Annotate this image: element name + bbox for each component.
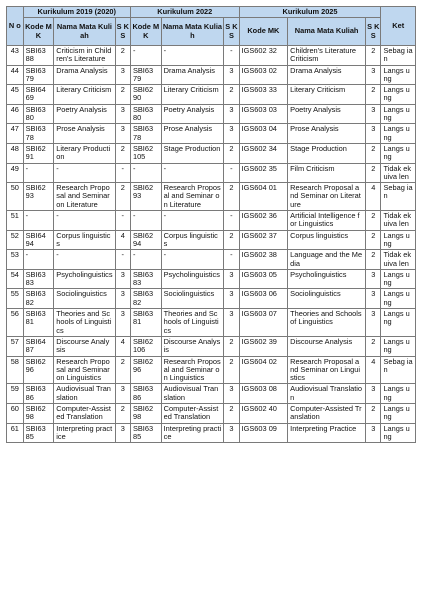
cell-nama-2022: Computer-Assisted Translation (161, 403, 224, 423)
cell-kode-2025: IGS602 32 (239, 46, 288, 66)
cell-sks-2022: 3 (224, 65, 239, 85)
cell-no: 50 (7, 183, 24, 211)
cell-ket: Langs ung (381, 85, 416, 105)
cell-no: 47 (7, 124, 24, 144)
cell-nama-2019: Audiovisual Translation (54, 384, 115, 404)
table-row (7, 309, 416, 337)
cell-ket: Tidak ekuiva len (381, 163, 416, 183)
cell-sks-2025: 3 (366, 269, 381, 289)
cell-nama-2025: Audiovisual Translation (288, 384, 366, 404)
cell-nama-2019: Psycholinguistics (54, 269, 115, 289)
cell-ket: Langs ung (381, 230, 416, 250)
cell-nama-2022: Drama Analysis (161, 65, 224, 85)
header-no: N o (7, 7, 24, 46)
cell-ket: Langs ung (381, 143, 416, 163)
cell-nama-2019: Theories and Schools of Linguistics (54, 309, 115, 337)
cell-no: 54 (7, 269, 24, 289)
cell-kode-2022: SBI63 80 (130, 104, 161, 124)
cell-nama-2019: Poetry Analysis (54, 104, 115, 124)
cell-no: 56 (7, 309, 24, 337)
cell-ket: Langs ung (381, 384, 416, 404)
table-row (7, 211, 416, 231)
cell-kode-2019: - (23, 163, 54, 183)
cell-sks-2022: 3 (224, 309, 239, 337)
cell-ket: Tidak ekuiva len (381, 250, 416, 270)
cell-sks-2019: 4 (115, 230, 130, 250)
table-row (7, 384, 416, 404)
cell-kode-2022: - (130, 163, 161, 183)
cell-nama-2022: - (161, 46, 224, 66)
header-kode-2019: Kode MK (23, 18, 54, 46)
cell-kode-2025: IGS603 05 (239, 269, 288, 289)
cell-sks-2019: 3 (115, 384, 130, 404)
cell-nama-2025: Theories and Schools of Linguistics (288, 309, 366, 337)
cell-ket: Langs ung (381, 309, 416, 337)
curriculum-table (6, 6, 416, 443)
cell-sks-2025: 2 (366, 46, 381, 66)
cell-kode-2022: SBI63 86 (130, 384, 161, 404)
cell-kode-2019: SBI64 87 (23, 336, 54, 356)
cell-ket: Langs ung (381, 289, 416, 309)
cell-nama-2025: Drama Analysis (288, 65, 366, 85)
cell-nama-2022: - (161, 163, 224, 183)
table-row (7, 289, 416, 309)
cell-sks-2022: 3 (224, 269, 239, 289)
cell-kode-2025: IGS603 07 (239, 309, 288, 337)
header-kurikulum-2025: Kurikulum 2025 (239, 7, 381, 18)
cell-nama-2019: - (54, 250, 115, 270)
cell-no: 55 (7, 289, 24, 309)
cell-kode-2019: SBI63 78 (23, 124, 54, 144)
cell-no: 59 (7, 384, 24, 404)
cell-nama-2022: - (161, 250, 224, 270)
cell-kode-2022: SBI63 81 (130, 309, 161, 337)
cell-kode-2022: SBI63 78 (130, 124, 161, 144)
cell-ket: Langs ung (381, 124, 416, 144)
cell-nama-2025: Prose Analysis (288, 124, 366, 144)
cell-nama-2022: Interpreting practice (161, 423, 224, 443)
cell-nama-2022: Psycholinguistics (161, 269, 224, 289)
cell-kode-2019: SBI63 83 (23, 269, 54, 289)
cell-sks-2025: 4 (366, 183, 381, 211)
table-row (7, 143, 416, 163)
cell-nama-2022: Stage Production (161, 143, 224, 163)
cell-kode-2022: SBI62 96 (130, 356, 161, 384)
cell-sks-2019: - (115, 250, 130, 270)
cell-sks-2019: 3 (115, 65, 130, 85)
cell-kode-2022: SBI62 90 (130, 85, 161, 105)
cell-sks-2025: 2 (366, 250, 381, 270)
cell-ket: Langs ung (381, 403, 416, 423)
cell-kode-2022: SBI62 93 (130, 183, 161, 211)
cell-kode-2022: - (130, 250, 161, 270)
cell-nama-2019: Literary Production (54, 143, 115, 163)
table-row (7, 336, 416, 356)
table-body (7, 46, 416, 443)
cell-no: 52 (7, 230, 24, 250)
cell-kode-2019: SBI63 82 (23, 289, 54, 309)
cell-sks-2025: 2 (366, 230, 381, 250)
cell-sks-2022: 2 (224, 183, 239, 211)
cell-ket: Tidak ekuiva len (381, 211, 416, 231)
cell-nama-2025: Computer-Assisted Translation (288, 403, 366, 423)
cell-kode-2022: SBI63 82 (130, 289, 161, 309)
cell-sks-2025: 3 (366, 124, 381, 144)
cell-sks-2025: 3 (366, 309, 381, 337)
cell-nama-2022: Research Proposal and Seminar on Literature (161, 183, 224, 211)
cell-kode-2025: IGS602 37 (239, 230, 288, 250)
cell-kode-2022: SBI63 85 (130, 423, 161, 443)
cell-sks-2022: 2 (224, 403, 239, 423)
cell-sks-2025: 3 (366, 423, 381, 443)
cell-sks-2022: 3 (224, 423, 239, 443)
cell-nama-2025: Psycholinguistics (288, 269, 366, 289)
cell-kode-2025: IGS603 06 (239, 289, 288, 309)
cell-no: 61 (7, 423, 24, 443)
cell-nama-2025: Sociolinguistics (288, 289, 366, 309)
cell-kode-2025: IGS602 38 (239, 250, 288, 270)
cell-ket: Langs ung (381, 423, 416, 443)
cell-kode-2019: - (23, 211, 54, 231)
cell-nama-2019: Literary Criticism (54, 85, 115, 105)
cell-nama-2022: Theories and Schools of Linguistics (161, 309, 224, 337)
cell-kode-2019: SBI63 79 (23, 65, 54, 85)
cell-kode-2025: IGS603 04 (239, 124, 288, 144)
header-ket: Ket (381, 7, 416, 46)
table-row (7, 356, 416, 384)
header-sks-2019: S K S (115, 18, 130, 46)
cell-no: 49 (7, 163, 24, 183)
cell-nama-2025: Children's Literature Criticism (288, 46, 366, 66)
cell-ket: Langs ung (381, 65, 416, 85)
cell-nama-2025: Corpus linguistics (288, 230, 366, 250)
cell-nama-2025: Research Proposal and Seminar on Linguistics (288, 356, 366, 384)
cell-kode-2022: SBI62 98 (130, 403, 161, 423)
cell-no: 58 (7, 356, 24, 384)
cell-kode-2025: IGS602 39 (239, 336, 288, 356)
header-nama-2019: Nama Mata Kuliah (54, 18, 115, 46)
cell-nama-2019: Discourse Analysis (54, 336, 115, 356)
table-row (7, 46, 416, 66)
cell-kode-2025: IGS603 33 (239, 85, 288, 105)
cell-kode-2022: SBI62 105 (130, 143, 161, 163)
cell-sks-2019: 4 (115, 336, 130, 356)
cell-kode-2019: SBI64 94 (23, 230, 54, 250)
cell-sks-2022: - (224, 46, 239, 66)
cell-kode-2025: IGS603 02 (239, 65, 288, 85)
cell-nama-2019: Research Proposal and Seminar on Literature (54, 183, 115, 211)
header-kode-2025: Kode MK (239, 18, 288, 46)
cell-nama-2022: Research Proposal and Seminar on Linguistics (161, 356, 224, 384)
cell-ket: Sebag ian (381, 46, 416, 66)
cell-nama-2022: Corpus linguistics (161, 230, 224, 250)
cell-sks-2019: 2 (115, 403, 130, 423)
cell-kode-2022: - (130, 46, 161, 66)
cell-kode-2019: SBI63 81 (23, 309, 54, 337)
cell-sks-2019: 3 (115, 104, 130, 124)
cell-sks-2019: 2 (115, 183, 130, 211)
cell-ket: Langs ung (381, 269, 416, 289)
cell-nama-2022: Audiovisual Translation (161, 384, 224, 404)
table-row (7, 104, 416, 124)
cell-sks-2019: 2 (115, 356, 130, 384)
cell-ket: Sebag ian (381, 356, 416, 384)
table-row (7, 124, 416, 144)
cell-nama-2019: Research Proposal and Seminar on Linguistics (54, 356, 115, 384)
cell-sks-2025: 4 (366, 356, 381, 384)
cell-kode-2019: SBI63 80 (23, 104, 54, 124)
cell-kode-2022: SBI62 94 (130, 230, 161, 250)
cell-no: 44 (7, 65, 24, 85)
cell-sks-2019: 3 (115, 309, 130, 337)
cell-sks-2019: 2 (115, 46, 130, 66)
cell-sks-2025: 3 (366, 104, 381, 124)
cell-nama-2025: Discourse Analysis (288, 336, 366, 356)
cell-kode-2019: SBI63 88 (23, 46, 54, 66)
cell-nama-2022: Discourse Analysis (161, 336, 224, 356)
cell-kode-2025: IGS602 34 (239, 143, 288, 163)
cell-nama-2022: Prose Analysis (161, 124, 224, 144)
cell-nama-2025: Film Criticism (288, 163, 366, 183)
cell-kode-2025: IGS602 36 (239, 211, 288, 231)
cell-nama-2022: - (161, 211, 224, 231)
cell-no: 57 (7, 336, 24, 356)
cell-kode-2025: IGS603 08 (239, 384, 288, 404)
cell-kode-2019: SBI62 93 (23, 183, 54, 211)
cell-nama-2019: Computer-Assisted Translation (54, 403, 115, 423)
cell-nama-2025: Poetry Analysis (288, 104, 366, 124)
cell-nama-2025: Artificial Intelligence for Linguistics (288, 211, 366, 231)
cell-sks-2022: 2 (224, 143, 239, 163)
cell-sks-2022: 3 (224, 124, 239, 144)
cell-nama-2025: Language and the Media (288, 250, 366, 270)
cell-sks-2022: 3 (224, 104, 239, 124)
cell-nama-2025: Research Proposal and Seminar on Literature (288, 183, 366, 211)
header-sks-2025: S K S (366, 18, 381, 46)
cell-sks-2025: 2 (366, 211, 381, 231)
cell-nama-2019: Criticism in Children's Literature (54, 46, 115, 66)
cell-kode-2025: IGS602 40 (239, 403, 288, 423)
table-row (7, 403, 416, 423)
curriculum-equivalence-page (6, 6, 416, 443)
cell-no: 60 (7, 403, 24, 423)
cell-sks-2019: 3 (115, 269, 130, 289)
header-kode-2022: Kode MK (130, 18, 161, 46)
cell-sks-2019: 3 (115, 124, 130, 144)
cell-kode-2022: SBI63 83 (130, 269, 161, 289)
cell-sks-2019: - (115, 163, 130, 183)
cell-kode-2019: SBI62 96 (23, 356, 54, 384)
cell-nama-2019: - (54, 211, 115, 231)
cell-kode-2025: IGS604 02 (239, 356, 288, 384)
cell-sks-2025: 2 (366, 163, 381, 183)
cell-nama-2019: Interpreting practice (54, 423, 115, 443)
cell-sks-2022: - (224, 211, 239, 231)
cell-kode-2019: - (23, 250, 54, 270)
cell-kode-2019: SBI62 98 (23, 403, 54, 423)
cell-sks-2019: 2 (115, 85, 130, 105)
cell-nama-2019: Corpus linguistics (54, 230, 115, 250)
cell-nama-2022: Sociolinguistics (161, 289, 224, 309)
cell-sks-2019: 3 (115, 289, 130, 309)
cell-sks-2022: 2 (224, 356, 239, 384)
header-nama-2022: Nama Mata Kuliah (161, 18, 224, 46)
cell-sks-2019: 3 (115, 423, 130, 443)
header-sks-2022: S K S (224, 18, 239, 46)
cell-no: 53 (7, 250, 24, 270)
cell-kode-2025: IGS602 35 (239, 163, 288, 183)
cell-kode-2022: - (130, 211, 161, 231)
cell-sks-2025: 2 (366, 143, 381, 163)
cell-sks-2022: 3 (224, 289, 239, 309)
cell-no: 46 (7, 104, 24, 124)
table-row (7, 250, 416, 270)
cell-nama-2022: Literary Criticism (161, 85, 224, 105)
cell-no: 51 (7, 211, 24, 231)
cell-sks-2022: 2 (224, 336, 239, 356)
cell-kode-2019: SBI64 69 (23, 85, 54, 105)
table-row (7, 423, 416, 443)
cell-sks-2025: 2 (366, 336, 381, 356)
cell-nama-2019: - (54, 163, 115, 183)
cell-nama-2019: Prose Analysis (54, 124, 115, 144)
cell-sks-2019: 2 (115, 143, 130, 163)
cell-kode-2019: SBI63 86 (23, 384, 54, 404)
cell-sks-2025: 2 (366, 403, 381, 423)
table-row (7, 85, 416, 105)
cell-kode-2022: SBI63 79 (130, 65, 161, 85)
cell-sks-2019: - (115, 211, 130, 231)
cell-nama-2019: Sociolinguistics (54, 289, 115, 309)
cell-nama-2022: Poetry Analysis (161, 104, 224, 124)
table-row (7, 65, 416, 85)
cell-no: 48 (7, 143, 24, 163)
header-nama-2025: Nama Mata Kuliah (288, 18, 366, 46)
cell-nama-2019: Drama Analysis (54, 65, 115, 85)
cell-sks-2022: - (224, 250, 239, 270)
table-row (7, 163, 416, 183)
cell-ket: Langs ung (381, 104, 416, 124)
cell-kode-2025: IGS603 03 (239, 104, 288, 124)
table-row (7, 183, 416, 211)
cell-sks-2022: 2 (224, 85, 239, 105)
cell-sks-2025: 2 (366, 85, 381, 105)
cell-no: 45 (7, 85, 24, 105)
cell-nama-2025: Interpreting Practice (288, 423, 366, 443)
cell-kode-2025: IGS604 01 (239, 183, 288, 211)
header-kurikulum-2019: Kurikulum 2019 (2020) (23, 7, 130, 18)
cell-sks-2025: 3 (366, 65, 381, 85)
cell-sks-2025: 3 (366, 289, 381, 309)
cell-no: 43 (7, 46, 24, 66)
cell-kode-2019: SBI62 91 (23, 143, 54, 163)
cell-ket: Langs ung (381, 336, 416, 356)
cell-sks-2022: - (224, 163, 239, 183)
cell-nama-2025: Literary Criticism (288, 85, 366, 105)
table-row (7, 269, 416, 289)
cell-kode-2025: IGS603 09 (239, 423, 288, 443)
cell-kode-2022: SBI62 106 (130, 336, 161, 356)
header-kurikulum-2022: Kurikulum 2022 (130, 7, 239, 18)
cell-nama-2025: Stage Production (288, 143, 366, 163)
cell-sks-2022: 2 (224, 230, 239, 250)
cell-kode-2019: SBI63 85 (23, 423, 54, 443)
cell-sks-2025: 3 (366, 384, 381, 404)
cell-sks-2022: 3 (224, 384, 239, 404)
table-row (7, 230, 416, 250)
cell-ket: Sebag ian (381, 183, 416, 211)
